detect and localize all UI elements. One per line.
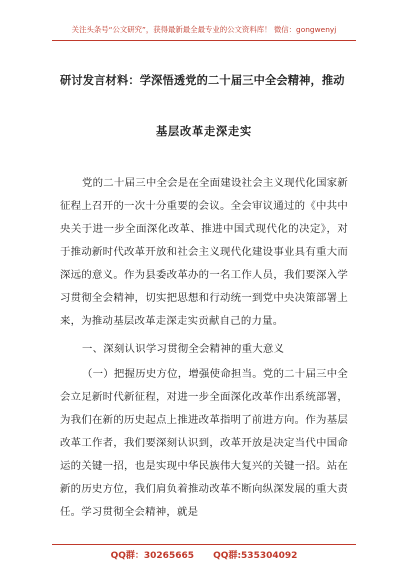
body-paragraph-section-1-1: （一）把握历史方位，增强使命担当。党的二十届三中全会立足新时代新征程，对进一步全面深化改革作出系统部署，为我们在新的历史起点上推进改革指明了前进方向。作为基层改革工作者，我们要深刻认识到，改革开放是决定当代中国命运的关键一招，也是实现中华民族伟大复兴的关键一招。站在新的历史方位，我们肩负着推动改革不断向纵深发展的重大责任。学习贯彻全会精神，就是 <box>60 368 349 518</box>
page-footer <box>0 548 408 561</box>
document-title-line-2: 基层改革走深走实 <box>156 124 252 138</box>
footer-divider <box>52 544 356 545</box>
section-heading-1: 一、深刻认识学习贯彻全会精神的重大意义 <box>82 343 285 355</box>
header-divider <box>52 40 356 41</box>
footer-qq-group-2: QQ群:535304092 <box>213 551 298 561</box>
document-title-line-1: 研讨发言材料：学深悟透党的二十届三中全会精神，推动 <box>60 73 345 87</box>
body-paragraph-intro: 党的二十届三中全会是在全面建设社会主义现代化国家新征程上召开的一次十分重要的会议。全会审议通过的《中共中央关于进一步全面深化改革、推进中国式现代化的决定》，对于推动新时代改革开放和社会主义现代化建设事业具有重大而深远的意义。作为县委改革办的一名工作人员，我们要深入学习贯彻全会精神，切实把思想和行动统一到党中央决策部署上来，为推动基层改革走深走实贡献自己的力量。 <box>60 177 349 327</box>
footer-qq-group-1: QQ群：30265665 <box>110 551 194 561</box>
page-header-banner: 关注头条号“公文研究”，获得最新最全最专业的公文资料库！ 微信：gongwenyj <box>71 25 337 34</box>
